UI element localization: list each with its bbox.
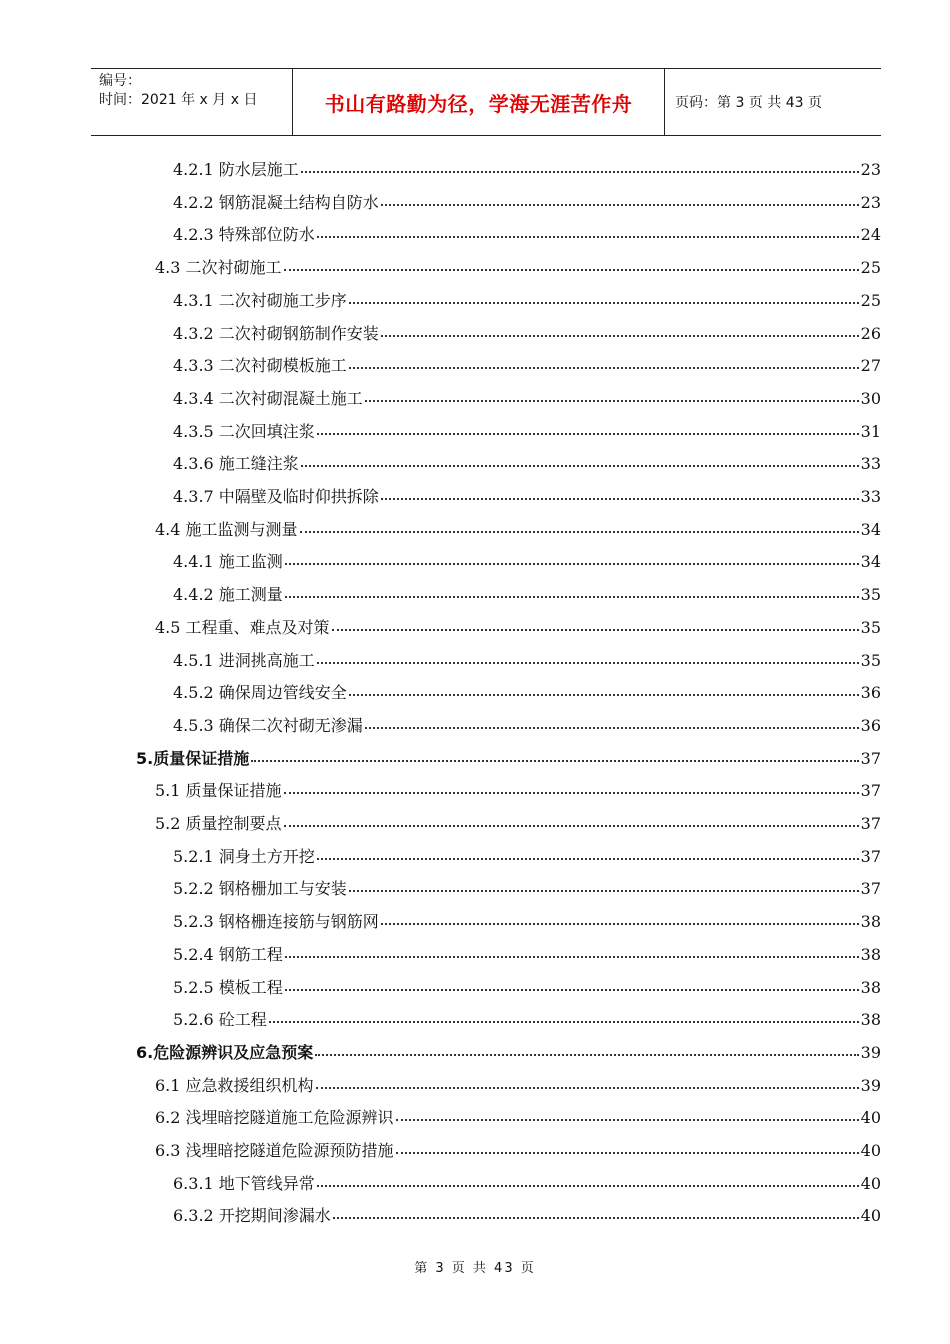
toc-entry-page-number: 24 (860, 225, 881, 245)
toc-entry-page-number: 37 (860, 781, 881, 801)
toc-entry-title: 4.2.2 钢筋混凝土结构自防水 (173, 192, 379, 212)
toc-entry-title: 4.5 工程重、难点及对策 (155, 617, 330, 637)
toc-entry-page-number: 37 (860, 748, 881, 768)
toc-entry-page-number: 33 (860, 454, 881, 474)
toc-entry-page-number: 39 (860, 1075, 881, 1095)
toc-entry-page-number: 34 (860, 552, 881, 572)
toc-entry[interactable] (173, 841, 881, 873)
toc-entry-title: 6.3.2 开挖期间渗漏水 (173, 1206, 331, 1226)
toc-entry-title: 5.质量保证措施 (136, 748, 250, 768)
toc-entry[interactable] (173, 1004, 881, 1036)
toc-entry-title: 5.2.1 洞身土方开挖 (173, 846, 315, 866)
toc-dot-leader (349, 302, 859, 304)
toc-entry[interactable] (173, 318, 881, 350)
toc-dot-leader (284, 792, 859, 794)
toc-entry-title: 4.2.3 特殊部位防水 (173, 225, 315, 245)
toc-entry-page-number: 23 (860, 192, 881, 212)
toc-entry-page-number: 23 (860, 160, 881, 179)
toc-entry-page-number: 35 (860, 585, 881, 605)
toc-entry[interactable] (173, 939, 881, 971)
toc-entry-title: 4.5.2 确保周边管线安全 (173, 683, 347, 703)
toc-entry-title: 5.2.6 砼工程 (173, 1010, 267, 1030)
toc-entry-page-number: 37 (860, 814, 881, 833)
toc-entry-page-number: 40 (860, 1141, 881, 1160)
toc-entry-page-number: 36 (860, 715, 881, 735)
toc-entry[interactable] (155, 1070, 881, 1102)
toc-entry-title: 4.3.7 中隔壁及临时仰拱拆除 (173, 487, 379, 506)
toc-entry-page-number: 26 (860, 323, 881, 343)
toc-entry[interactable] (173, 481, 881, 513)
toc-entry[interactable] (173, 154, 881, 186)
toc-dot-leader (317, 236, 859, 238)
toc-entry[interactable] (173, 710, 881, 742)
toc-entry-title: 5.2.3 钢格栅连接筋与钢筋网 (173, 912, 379, 932)
toc-entry-title: 4.5.1 进洞挑高施工 (173, 650, 315, 670)
page-footer: 第 3 页 共 43 页 (414, 1261, 536, 1276)
toc-entry-page-number: 33 (860, 487, 881, 506)
toc-entry-title: 4.4.1 施工监测 (173, 552, 283, 572)
toc-entry-page-number: 34 (860, 519, 881, 539)
header-meta (91, 69, 293, 135)
toc-dot-leader (317, 1185, 859, 1187)
toc-entry-page-number: 40 (860, 1206, 881, 1226)
toc-entry[interactable] (173, 906, 881, 938)
toc-entry-title: 5.2.2 钢格栅加工与安装 (173, 879, 347, 899)
toc-entry[interactable] (173, 187, 881, 219)
toc-entry-title: 4.3.5 二次回填注浆 (173, 421, 315, 441)
toc-entry-title: 5.1 质量保证措施 (155, 781, 282, 801)
toc-entry-page-number: 37 (860, 846, 881, 866)
toc-dot-leader (285, 596, 859, 598)
toc-dot-leader (285, 563, 859, 565)
toc-entry-page-number: 31 (860, 421, 881, 441)
toc-entry[interactable] (173, 645, 881, 677)
toc-dot-leader (317, 433, 859, 435)
toc-entry-title: 5.2.4 钢筋工程 (173, 944, 283, 964)
toc-entry[interactable] (155, 514, 881, 546)
toc-entry[interactable] (173, 677, 881, 709)
toc-entry[interactable] (155, 252, 881, 284)
toc-dot-leader (316, 1087, 859, 1089)
toc-entry-page-number: 35 (860, 650, 881, 670)
toc-entry-page-number: 38 (860, 1010, 881, 1030)
toc-dot-leader (300, 531, 859, 533)
toc-dot-leader (381, 923, 859, 925)
toc-entry-title: 6.1 应急救援组织机构 (155, 1075, 314, 1095)
toc-entry-title: 6.3.1 地下管线异常 (173, 1173, 315, 1193)
toc-dot-leader (317, 662, 859, 664)
toc-entry[interactable] (155, 612, 881, 644)
toc-entry[interactable] (155, 775, 881, 807)
toc-entry[interactable] (173, 873, 881, 905)
document-time-label: 时间：2021 年 x 月 x 日 (99, 92, 258, 108)
toc-entry-title: 6.2 浅埋暗挖隧道施工危险源辨识 (155, 1108, 394, 1128)
toc-entry-title: 4.3 二次衬砌施工 (155, 258, 282, 278)
toc-dot-leader (365, 400, 859, 402)
toc-entry-page-number: 40 (860, 1108, 881, 1128)
toc-dot-leader (315, 1054, 858, 1056)
toc-entry-page-number: 30 (860, 388, 881, 408)
toc-entry[interactable] (155, 1135, 881, 1167)
toc-entry[interactable] (136, 743, 881, 775)
toc-entry-title: 6.3 浅埋暗挖隧道危险源预防措施 (155, 1141, 394, 1160)
toc-entry-page-number: 38 (860, 912, 881, 932)
toc-entry-page-number: 37 (860, 879, 881, 899)
toc-entry[interactable] (173, 383, 881, 415)
toc-entry[interactable] (173, 219, 881, 251)
toc-dot-leader (349, 694, 859, 696)
toc-dot-leader (269, 1021, 859, 1023)
toc-dot-leader (285, 956, 859, 958)
toc-entry[interactable] (173, 1200, 881, 1232)
toc-entry-page-number: 25 (860, 290, 881, 310)
toc-entry-title: 5.2 质量控制要点 (155, 814, 282, 833)
toc-dot-leader (381, 335, 859, 337)
toc-dot-leader (251, 760, 858, 762)
toc-entry[interactable] (155, 1102, 881, 1134)
toc-dot-leader (396, 1152, 859, 1154)
document-number-label: 编号： (99, 73, 141, 89)
toc-entry-page-number: 25 (860, 258, 881, 278)
toc-entry-page-number: 38 (860, 977, 881, 997)
toc-entry[interactable] (173, 972, 881, 1004)
toc-entry-title: 4.4.2 施工测量 (173, 585, 283, 605)
page-header (91, 68, 881, 136)
toc-entry[interactable] (173, 350, 881, 382)
toc-entry[interactable] (136, 1037, 881, 1069)
toc-entry-page-number: 35 (860, 617, 881, 637)
toc-dot-leader (285, 989, 859, 991)
toc-dot-leader (284, 269, 859, 271)
toc-entry-page-number: 40 (860, 1173, 881, 1193)
toc-dot-leader (349, 367, 859, 369)
toc-entry-page-number: 39 (860, 1042, 881, 1062)
header-motto: 书山有路勤为径，学海无涯苦作舟 (293, 69, 665, 135)
toc-entry[interactable] (173, 579, 881, 611)
toc-dot-leader (349, 890, 859, 892)
toc-entry[interactable] (173, 285, 881, 317)
toc-entry-title: 4.3.6 施工缝注浆 (173, 454, 299, 474)
toc-entry-title: 4.3.2 二次衬砌钢筋制作安装 (173, 323, 379, 343)
toc-dot-leader (301, 171, 859, 173)
toc-entry-page-number: 36 (860, 683, 881, 703)
toc-entry[interactable] (173, 448, 881, 480)
toc-entry-page-number: 38 (860, 944, 881, 964)
toc-dot-leader (365, 727, 859, 729)
toc-entry[interactable] (155, 808, 881, 840)
toc-entry-title: 4.5.3 确保二次衬砌无渗漏 (173, 715, 363, 735)
toc-dot-leader (301, 465, 859, 467)
toc-dot-leader (284, 825, 859, 827)
toc-dot-leader (332, 629, 859, 631)
toc-entry-title: 4.3.1 二次衬砌施工步序 (173, 290, 347, 310)
toc-dot-leader (381, 498, 859, 500)
toc-entry[interactable] (173, 416, 881, 448)
toc-entry-title: 4.3.3 二次衬砌模板施工 (173, 356, 347, 376)
toc-entry-title: 5.2.5 模板工程 (173, 977, 283, 997)
toc-entry[interactable] (173, 546, 881, 578)
toc-entry-page-number: 27 (860, 356, 881, 376)
header-page-info: 页码：第 3 页 共 43 页 (675, 95, 822, 111)
toc-entry-title: 4.3.4 二次衬砌混凝土施工 (173, 388, 363, 408)
toc-entry[interactable] (173, 1168, 881, 1200)
toc-entry-title: 4.2.1 防水层施工 (173, 160, 299, 179)
toc-dot-leader (381, 204, 859, 206)
toc-entry-title: 4.4 施工监测与测量 (155, 519, 298, 539)
toc-entry-title: 6.危险源辨识及应急预案 (136, 1042, 314, 1062)
toc-dot-leader (333, 1217, 859, 1219)
toc-dot-leader (317, 858, 859, 860)
toc-dot-leader (396, 1119, 859, 1121)
